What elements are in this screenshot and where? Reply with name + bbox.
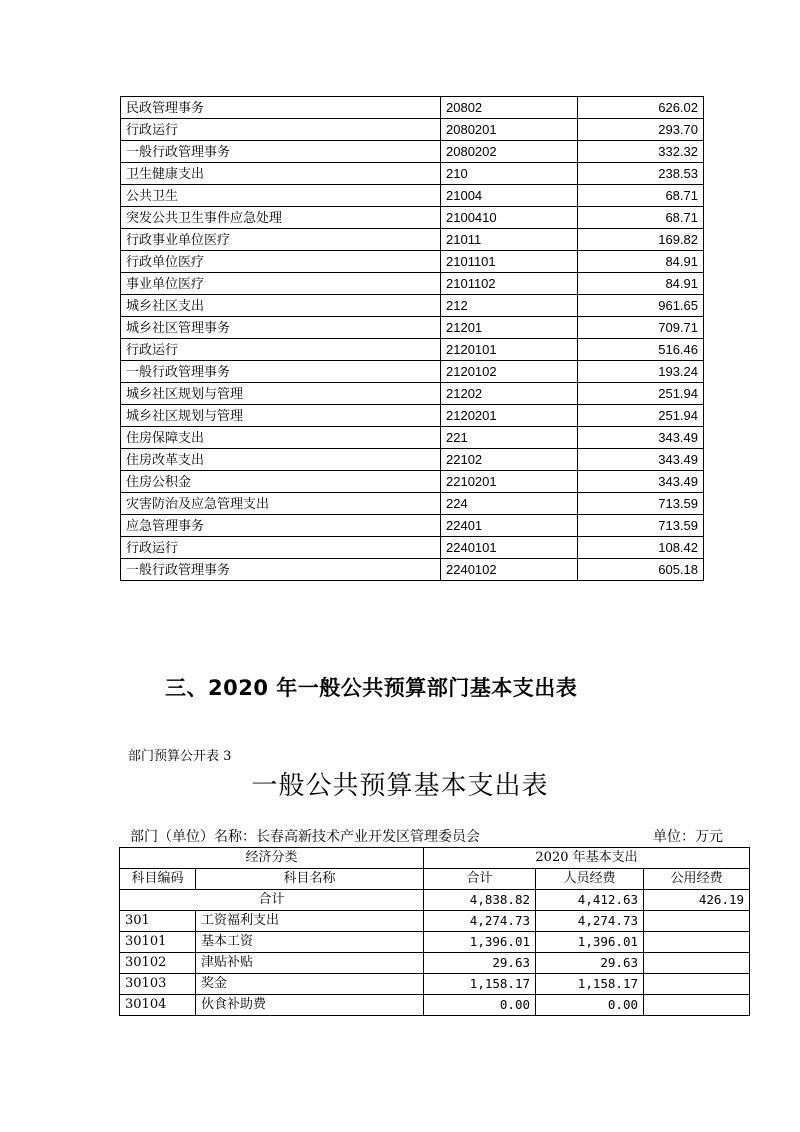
- item-amount: 343.49: [578, 427, 704, 449]
- item-code: 21011: [441, 229, 578, 251]
- table-row: [120, 932, 750, 953]
- item-amount: 626.02: [578, 97, 704, 119]
- item-name: 突发公共卫生事件应急处理: [121, 207, 441, 229]
- row-total: 4,274.73: [424, 911, 536, 932]
- table-row: [121, 493, 704, 515]
- row-code: 30104: [120, 995, 196, 1016]
- item-name: 灾害防治及应急管理支出: [121, 493, 441, 515]
- item-amount: 169.82: [578, 229, 704, 251]
- item-name: 城乡社区规划与管理: [121, 383, 441, 405]
- item-name: 行政事业单位医疗: [121, 229, 441, 251]
- row-personnel: 29.63: [536, 953, 644, 974]
- item-name: 民政管理事务: [121, 97, 441, 119]
- row-personnel: 0.00: [536, 995, 644, 1016]
- item-name: 一般行政管理事务: [121, 141, 441, 163]
- item-amount: 343.49: [578, 449, 704, 471]
- item-amount: 108.42: [578, 537, 704, 559]
- table-row: [121, 229, 704, 251]
- table-row: [121, 317, 704, 339]
- item-amount: 251.94: [578, 405, 704, 427]
- item-code: 224: [441, 493, 578, 515]
- table-row: [121, 427, 704, 449]
- row-public: [644, 932, 750, 953]
- item-name: 卫生健康支出: [121, 163, 441, 185]
- item-code: 22102: [441, 449, 578, 471]
- item-code: 2210201: [441, 471, 578, 493]
- row-code: 30101: [120, 932, 196, 953]
- item-amount: 293.70: [578, 119, 704, 141]
- item-code: 2101102: [441, 273, 578, 295]
- row-public: [644, 974, 750, 995]
- budget-items-table: [120, 96, 704, 581]
- item-code: 2240101: [441, 537, 578, 559]
- item-code: 2240102: [441, 559, 578, 581]
- header-row-columns: [120, 869, 750, 890]
- item-name: 行政运行: [121, 119, 441, 141]
- row-public: [644, 953, 750, 974]
- item-amount: 961.65: [578, 295, 704, 317]
- item-code: 221: [441, 427, 578, 449]
- table-row: [121, 97, 704, 119]
- row-code: 30103: [120, 974, 196, 995]
- header-basic-expenditure: 2020 年基本支出: [424, 848, 750, 869]
- total-amount: 4,838.82: [424, 890, 536, 911]
- row-total: 1,158.17: [424, 974, 536, 995]
- row-code: 30102: [120, 953, 196, 974]
- item-amount: 713.59: [578, 515, 704, 537]
- section-heading: 三、2020 年一般公共预算部门基本支出表: [165, 676, 578, 700]
- row-public: [644, 995, 750, 1016]
- table-row: [121, 361, 704, 383]
- item-name: 行政单位医疗: [121, 251, 441, 273]
- table-row: [121, 405, 704, 427]
- basic-expenditure-table: [119, 847, 750, 1016]
- table-row: [121, 119, 704, 141]
- total-public: 426.19: [644, 890, 750, 911]
- item-code: 2120101: [441, 339, 578, 361]
- item-name: 城乡社区规划与管理: [121, 405, 441, 427]
- item-code: 20802: [441, 97, 578, 119]
- item-name: 住房保障支出: [121, 427, 441, 449]
- item-amount: 343.49: [578, 471, 704, 493]
- item-code: 2080202: [441, 141, 578, 163]
- row-name: 基本工资: [196, 932, 424, 953]
- item-amount: 84.91: [578, 273, 704, 295]
- col-header-total: 合计: [424, 869, 536, 890]
- table-row: [121, 449, 704, 471]
- item-code: 212: [441, 295, 578, 317]
- item-amount: 193.24: [578, 361, 704, 383]
- department-name: 部门（单位）名称：长春高新技术产业开发区管理委员会: [130, 829, 480, 845]
- table-row: [120, 995, 750, 1016]
- item-amount: 238.53: [578, 163, 704, 185]
- item-name: 一般行政管理事务: [121, 559, 441, 581]
- total-personnel: 4,412.63: [536, 890, 644, 911]
- item-name: 住房改革支出: [121, 449, 441, 471]
- item-amount: 68.71: [578, 207, 704, 229]
- item-code: 2120102: [441, 361, 578, 383]
- item-code: 21202: [441, 383, 578, 405]
- table-row: [121, 537, 704, 559]
- table-row: [120, 974, 750, 995]
- row-personnel: 4,274.73: [536, 911, 644, 932]
- table-row: [121, 339, 704, 361]
- total-label: 合计: [120, 890, 424, 911]
- table-row: [120, 953, 750, 974]
- row-total: 0.00: [424, 995, 536, 1016]
- table-row: [121, 295, 704, 317]
- row-name: 津贴补贴: [196, 953, 424, 974]
- row-name: 伙食补助费: [196, 995, 424, 1016]
- row-public: [644, 911, 750, 932]
- item-amount: 68.71: [578, 185, 704, 207]
- row-name: 奖金: [196, 974, 424, 995]
- table-row: [121, 471, 704, 493]
- col-header-public: 公用经费: [644, 869, 750, 890]
- item-name: 城乡社区支出: [121, 295, 441, 317]
- unit-label: 单位：万元: [653, 829, 723, 845]
- table-row: [121, 273, 704, 295]
- row-personnel: 1,158.17: [536, 974, 644, 995]
- item-name: 应急管理事务: [121, 515, 441, 537]
- item-name: 城乡社区管理事务: [121, 317, 441, 339]
- item-name: 公共卫生: [121, 185, 441, 207]
- form-label: 部门预算公开表 3: [128, 749, 232, 764]
- header-row-group: [120, 848, 750, 869]
- item-amount: 605.18: [578, 559, 704, 581]
- table-row: [121, 559, 704, 581]
- table-title: 一般公共预算基本支出表: [251, 771, 549, 801]
- col-header-name: 科目名称: [196, 869, 424, 890]
- table-row: [121, 251, 704, 273]
- col-header-personnel: 人员经费: [536, 869, 644, 890]
- item-name: 一般行政管理事务: [121, 361, 441, 383]
- item-amount: 251.94: [578, 383, 704, 405]
- item-name: 住房公积金: [121, 471, 441, 493]
- item-code: 21201: [441, 317, 578, 339]
- item-name: 事业单位医疗: [121, 273, 441, 295]
- table-row: [121, 163, 704, 185]
- header-economic-class: 经济分类: [120, 848, 424, 869]
- row-total: 29.63: [424, 953, 536, 974]
- item-name: 行政运行: [121, 537, 441, 559]
- table-row: [121, 185, 704, 207]
- row-total: 1,396.01: [424, 932, 536, 953]
- row-personnel: 1,396.01: [536, 932, 644, 953]
- item-code: 2120201: [441, 405, 578, 427]
- row-code: 301: [120, 911, 196, 932]
- table-row: [121, 383, 704, 405]
- item-amount: 516.46: [578, 339, 704, 361]
- table-row: [120, 911, 750, 932]
- item-amount: 332.32: [578, 141, 704, 163]
- item-amount: 84.91: [578, 251, 704, 273]
- item-code: 21004: [441, 185, 578, 207]
- total-row: [120, 890, 750, 911]
- item-code: 22401: [441, 515, 578, 537]
- table-row: [121, 515, 704, 537]
- item-code: 2080201: [441, 119, 578, 141]
- col-header-code: 科目编码: [120, 869, 196, 890]
- item-amount: 709.71: [578, 317, 704, 339]
- item-name: 行政运行: [121, 339, 441, 361]
- item-code: 2101101: [441, 251, 578, 273]
- item-amount: 713.59: [578, 493, 704, 515]
- item-code: 210: [441, 163, 578, 185]
- table-row: [121, 207, 704, 229]
- item-code: 2100410: [441, 207, 578, 229]
- table-row: [121, 141, 704, 163]
- row-name: 工资福利支出: [196, 911, 424, 932]
